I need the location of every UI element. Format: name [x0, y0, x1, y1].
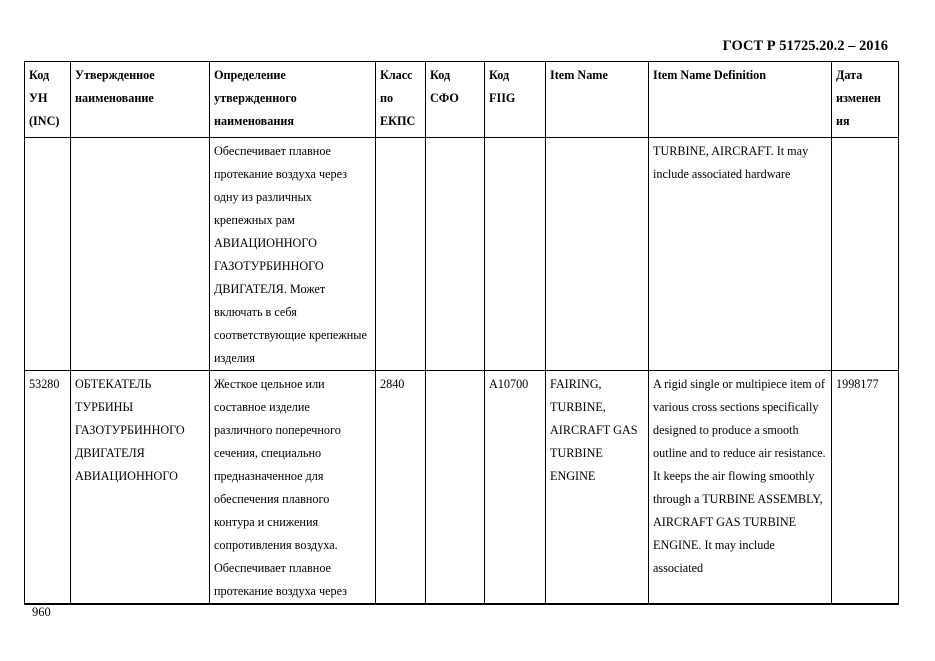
- col-header-approved-name: Утвержденное наименование: [71, 62, 210, 138]
- col-header-item-name: Item Name: [546, 62, 649, 138]
- document-header: ГОСТ Р 51725.20.2 – 2016: [722, 38, 888, 54]
- cell-inc: 53280: [25, 371, 71, 605]
- table-header-row: [25, 62, 899, 138]
- catalog-table: [24, 61, 899, 605]
- table-row: [25, 138, 899, 371]
- cell-approved-name: ОБТЕКАТЕЛЬ ТУРБИНЫ ГАЗОТУРБИННОГО ДВИГАТЕЛЯ АВИАЦИОННОГО: [71, 371, 210, 605]
- page-number: 960: [32, 605, 51, 619]
- col-header-sfo: Код СФО: [426, 62, 485, 138]
- col-header-definition-ru: Определение утвержденного наименования: [210, 62, 376, 138]
- cell-sfo: [426, 371, 485, 605]
- cell-date: 1998177: [832, 371, 899, 605]
- cell-fiig: A10700: [485, 371, 546, 605]
- cell-approved-name: [71, 138, 210, 371]
- cell-class: 2840: [376, 371, 426, 605]
- col-header-class: Класс по ЕКПС: [376, 62, 426, 138]
- cell-definition-en: A rigid single or multipiece item of various cross sections specifically designed to produce a smooth outline and to reduce air resistance. It keeps the air flowing smoothly through a TURBINE ASSEMBLY, AIRCRAFT GAS TURBINE ENGINE. It may include associated: [649, 371, 832, 605]
- cell-inc: [25, 138, 71, 371]
- col-header-fiig: Код FIIG: [485, 62, 546, 138]
- col-header-date: Дата изменен ия: [832, 62, 899, 138]
- cell-definition-en: TURBINE, AIRCRAFT. It may include associated hardware: [649, 138, 832, 371]
- cell-fiig: [485, 138, 546, 371]
- col-header-definition-en: Item Name Definition: [649, 62, 832, 138]
- table-row: [25, 371, 899, 605]
- cell-definition-ru: Обеспечивает плавное протекание воздуха через одну из различных крепежных рам АВИАЦИОННОГО ГАЗОТУРБИННОГО ДВИГАТЕЛЯ. Может включать в себя соответствующие крепежные изделия: [210, 138, 376, 371]
- col-header-inc: Код УН (INC): [25, 62, 71, 138]
- cell-item-name: [546, 138, 649, 371]
- cell-class: [376, 138, 426, 371]
- cell-date: [832, 138, 899, 371]
- cell-item-name: FAIRING, TURBINE, AIRCRAFT GAS TURBINE ENGINE: [546, 371, 649, 605]
- cell-sfo: [426, 138, 485, 371]
- cell-definition-ru: Жесткое цельное или составное изделие различного поперечного сечения, специально предназначенное для обеспечения плавного контура и снижения сопротивления воздуха. Обеспечивает плавное протекание воздуха через: [210, 371, 376, 605]
